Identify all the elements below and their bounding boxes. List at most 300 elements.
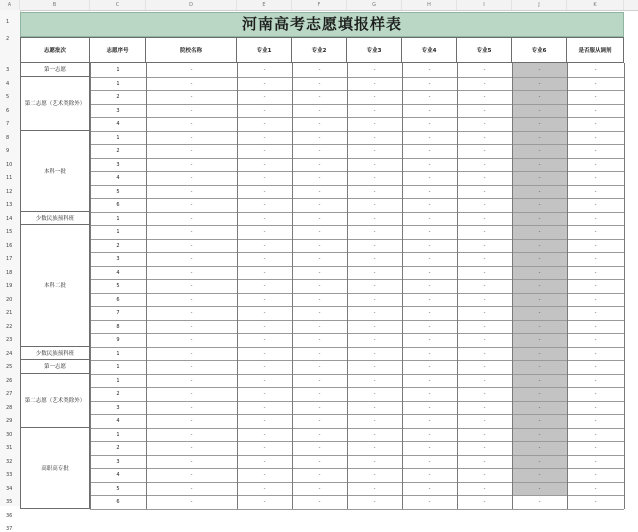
empty-cell[interactable]: - <box>318 107 321 114</box>
empty-cell[interactable]: - <box>263 485 266 492</box>
empty-cell[interactable]: - <box>190 323 193 330</box>
empty-cell[interactable]: - <box>428 323 431 330</box>
row-number[interactable]: 30 <box>6 431 13 438</box>
empty-cell[interactable]: - <box>483 202 486 208</box>
row-number[interactable]: 27 <box>6 391 13 397</box>
empty-cell[interactable]: - <box>538 134 541 141</box>
empty-cell[interactable]: - <box>190 121 193 127</box>
empty-cell[interactable]: - <box>373 472 376 478</box>
empty-cell[interactable]: - <box>263 418 266 424</box>
empty-cell[interactable]: - <box>428 350 431 357</box>
row-number[interactable]: 11 <box>6 175 13 181</box>
sequence-cell[interactable]: 2 <box>116 391 120 397</box>
empty-cell[interactable]: - <box>373 445 376 451</box>
empty-cell[interactable]: - <box>483 377 486 384</box>
row-number[interactable]: 3 <box>6 67 10 73</box>
header-cell[interactable]: 专业2 <box>292 37 347 63</box>
empty-cell[interactable]: - <box>190 67 193 73</box>
sequence-cell[interactable]: 5 <box>116 485 120 492</box>
empty-cell[interactable]: - <box>190 445 193 451</box>
empty-cell[interactable]: - <box>263 283 266 289</box>
empty-cell[interactable]: - <box>190 202 193 208</box>
empty-cell[interactable]: - <box>428 296 431 303</box>
empty-cell[interactable]: - <box>483 431 486 438</box>
empty-cell[interactable]: - <box>538 377 541 384</box>
empty-cell[interactable]: - <box>263 310 266 316</box>
row-number[interactable]: 18 <box>6 269 13 276</box>
row-number[interactable]: 31 <box>6 445 13 451</box>
empty-cell[interactable]: - <box>373 364 376 370</box>
empty-cell[interactable]: - <box>594 215 597 222</box>
sequence-cell[interactable]: 9 <box>116 337 120 343</box>
empty-cell[interactable]: - <box>483 269 486 276</box>
empty-cell[interactable]: - <box>483 310 486 316</box>
empty-cell[interactable]: - <box>318 364 321 370</box>
header-cell[interactable]: 院校名称 <box>146 37 237 63</box>
empty-cell[interactable]: - <box>263 175 266 181</box>
empty-cell[interactable]: - <box>594 431 597 438</box>
empty-cell[interactable]: - <box>594 418 597 424</box>
empty-cell[interactable]: - <box>190 391 193 397</box>
empty-cell[interactable]: - <box>594 121 597 127</box>
empty-cell[interactable]: - <box>263 472 266 478</box>
row-number[interactable]: 9 <box>6 148 10 154</box>
header-cell[interactable]: 专业5 <box>457 37 512 63</box>
empty-cell[interactable]: - <box>594 148 597 154</box>
empty-cell[interactable]: - <box>263 94 266 100</box>
empty-cell[interactable]: - <box>428 121 431 127</box>
row-number[interactable]: 14 <box>6 215 13 222</box>
column-letter[interactable]: H <box>402 0 457 10</box>
empty-cell[interactable]: - <box>318 472 321 478</box>
empty-cell[interactable]: - <box>538 458 541 465</box>
empty-cell[interactable]: - <box>483 323 486 330</box>
row-number[interactable]: 37 <box>6 526 13 532</box>
empty-cell[interactable]: - <box>483 445 486 451</box>
sequence-cell[interactable]: 3 <box>116 256 120 262</box>
empty-cell[interactable]: - <box>318 134 321 141</box>
batch-cell[interactable]: 第一志愿 <box>20 360 90 374</box>
sequence-cell[interactable]: 5 <box>116 283 120 289</box>
empty-cell[interactable]: - <box>318 215 321 222</box>
empty-cell[interactable]: - <box>373 391 376 397</box>
sequence-cell[interactable]: 1 <box>116 364 120 370</box>
row-number[interactable]: 35 <box>6 499 13 505</box>
header-cell[interactable]: 专业6 <box>512 37 567 63</box>
row-number[interactable]: 28 <box>6 404 13 411</box>
empty-cell[interactable]: - <box>428 148 431 154</box>
header-cell[interactable]: 志愿批次 <box>20 37 90 63</box>
empty-cell[interactable]: - <box>594 404 597 411</box>
empty-cell[interactable]: - <box>483 337 486 343</box>
empty-cell[interactable]: - <box>538 472 541 478</box>
empty-cell[interactable]: - <box>318 269 321 276</box>
empty-cell[interactable]: - <box>483 242 486 249</box>
header-cell[interactable]: 是否服从调剂 <box>567 37 624 63</box>
sequence-cell[interactable]: 4 <box>116 418 120 424</box>
empty-cell[interactable]: - <box>538 364 541 370</box>
empty-cell[interactable]: - <box>318 458 321 465</box>
empty-cell[interactable]: - <box>263 215 266 222</box>
empty-cell[interactable]: - <box>263 229 266 235</box>
empty-cell[interactable]: - <box>318 445 321 451</box>
empty-cell[interactable]: - <box>190 94 193 100</box>
empty-cell[interactable]: - <box>263 202 266 208</box>
empty-cell[interactable]: - <box>428 80 431 87</box>
column-letter[interactable]: B <box>20 0 90 10</box>
empty-cell[interactable]: - <box>428 431 431 438</box>
empty-cell[interactable]: - <box>190 431 193 438</box>
sequence-cell[interactable]: 2 <box>116 148 120 154</box>
empty-cell[interactable]: - <box>373 431 376 438</box>
empty-cell[interactable]: - <box>190 350 193 357</box>
sequence-cell[interactable]: 3 <box>116 458 120 465</box>
sequence-cell[interactable]: 1 <box>116 350 120 357</box>
empty-cell[interactable]: - <box>373 94 376 100</box>
empty-cell[interactable]: - <box>263 242 266 249</box>
empty-cell[interactable]: - <box>428 391 431 397</box>
column-letter[interactable]: D <box>146 0 237 10</box>
empty-cell[interactable]: - <box>190 107 193 114</box>
empty-cell[interactable]: - <box>594 67 597 73</box>
empty-cell[interactable]: - <box>483 67 486 73</box>
column-letter[interactable]: E <box>237 0 292 10</box>
empty-cell[interactable]: - <box>263 67 266 73</box>
empty-cell[interactable]: - <box>538 188 541 195</box>
empty-cell[interactable]: - <box>483 94 486 100</box>
empty-cell[interactable]: - <box>190 472 193 478</box>
empty-cell[interactable]: - <box>538 310 541 316</box>
sequence-cell[interactable]: 4 <box>116 269 120 276</box>
empty-cell[interactable]: - <box>594 107 597 114</box>
empty-cell[interactable]: - <box>190 377 193 384</box>
empty-cell[interactable]: - <box>538 269 541 276</box>
sequence-cell[interactable]: 1 <box>116 377 120 384</box>
empty-cell[interactable]: - <box>483 107 486 114</box>
empty-cell[interactable]: - <box>538 391 541 397</box>
empty-cell[interactable]: - <box>538 431 541 438</box>
empty-cell[interactable]: - <box>373 499 376 505</box>
sequence-cell[interactable]: 1 <box>116 134 120 141</box>
empty-cell[interactable]: - <box>483 188 486 195</box>
empty-cell[interactable]: - <box>428 242 431 249</box>
empty-cell[interactable]: - <box>263 391 266 397</box>
empty-cell[interactable]: - <box>263 323 266 330</box>
empty-cell[interactable]: - <box>428 337 431 343</box>
empty-cell[interactable]: - <box>373 121 376 127</box>
column-letter[interactable]: C <box>90 0 146 10</box>
row-number[interactable]: 2 <box>6 36 10 42</box>
empty-cell[interactable]: - <box>263 445 266 451</box>
empty-cell[interactable]: - <box>263 431 266 438</box>
batch-cell[interactable]: 少数民族预科班 <box>20 347 90 361</box>
empty-cell[interactable]: - <box>190 80 193 87</box>
empty-cell[interactable]: - <box>373 404 376 411</box>
empty-cell[interactable]: - <box>538 67 541 73</box>
empty-cell[interactable]: - <box>373 296 376 303</box>
empty-cell[interactable]: - <box>373 377 376 384</box>
empty-cell[interactable]: - <box>483 485 486 492</box>
empty-cell[interactable]: - <box>318 485 321 492</box>
sheet-title[interactable]: 河南高考志愿填报样表 <box>20 12 624 37</box>
empty-cell[interactable]: - <box>318 67 321 73</box>
empty-cell[interactable]: - <box>318 94 321 100</box>
empty-cell[interactable]: - <box>190 175 193 181</box>
empty-cell[interactable]: - <box>483 80 486 87</box>
row-number[interactable]: 24 <box>6 350 13 357</box>
empty-cell[interactable]: - <box>594 310 597 316</box>
row-number[interactable]: 34 <box>6 485 13 492</box>
empty-cell[interactable]: - <box>483 499 486 505</box>
empty-cell[interactable]: - <box>483 256 486 262</box>
empty-cell[interactable]: - <box>538 242 541 249</box>
row-number[interactable]: 8 <box>6 134 10 141</box>
sequence-cell[interactable]: 4 <box>116 121 120 127</box>
empty-cell[interactable]: - <box>538 148 541 154</box>
sequence-cell[interactable]: 3 <box>116 161 120 168</box>
empty-cell[interactable]: - <box>538 499 541 505</box>
empty-cell[interactable]: - <box>263 269 266 276</box>
empty-cell[interactable]: - <box>373 323 376 330</box>
sequence-cell[interactable]: 6 <box>116 202 120 208</box>
empty-cell[interactable]: - <box>263 148 266 154</box>
empty-cell[interactable]: - <box>373 175 376 181</box>
empty-cell[interactable]: - <box>538 175 541 181</box>
row-number[interactable]: 7 <box>6 121 10 127</box>
empty-cell[interactable]: - <box>594 256 597 262</box>
empty-cell[interactable]: - <box>373 283 376 289</box>
empty-cell[interactable]: - <box>594 499 597 505</box>
empty-cell[interactable]: - <box>483 283 486 289</box>
empty-cell[interactable]: - <box>373 418 376 424</box>
empty-cell[interactable]: - <box>594 485 597 492</box>
empty-cell[interactable]: - <box>318 323 321 330</box>
header-cell[interactable]: 专业3 <box>347 37 402 63</box>
empty-cell[interactable]: - <box>190 256 193 262</box>
row-number[interactable]: 12 <box>6 188 13 195</box>
empty-cell[interactable]: - <box>594 350 597 357</box>
empty-cell[interactable]: - <box>318 256 321 262</box>
sequence-cell[interactable]: 4 <box>116 472 120 478</box>
row-number[interactable]: 19 <box>6 283 13 289</box>
empty-cell[interactable]: - <box>190 242 193 249</box>
empty-cell[interactable]: - <box>428 215 431 222</box>
batch-cell[interactable]: 第二志愿（艺术类除外） <box>20 77 90 131</box>
empty-cell[interactable]: - <box>373 269 376 276</box>
empty-cell[interactable]: - <box>538 121 541 127</box>
empty-cell[interactable]: - <box>483 404 486 411</box>
header-cell[interactable]: 专业1 <box>237 37 292 63</box>
empty-cell[interactable]: - <box>373 215 376 222</box>
empty-cell[interactable]: - <box>594 445 597 451</box>
empty-cell[interactable]: - <box>483 229 486 235</box>
column-letter[interactable]: I <box>457 0 512 10</box>
empty-cell[interactable]: - <box>594 377 597 384</box>
empty-cell[interactable]: - <box>373 202 376 208</box>
empty-cell[interactable]: - <box>190 364 193 370</box>
row-number[interactable]: 10 <box>6 161 13 168</box>
empty-cell[interactable]: - <box>594 296 597 303</box>
empty-cell[interactable]: - <box>318 229 321 235</box>
empty-cell[interactable]: - <box>428 134 431 141</box>
empty-cell[interactable]: - <box>318 202 321 208</box>
row-number[interactable]: 32 <box>6 458 13 465</box>
sequence-cell[interactable]: 4 <box>116 175 120 181</box>
empty-cell[interactable]: - <box>373 256 376 262</box>
empty-cell[interactable]: - <box>538 161 541 168</box>
empty-cell[interactable]: - <box>594 337 597 343</box>
empty-cell[interactable]: - <box>594 364 597 370</box>
empty-cell[interactable]: - <box>594 94 597 100</box>
empty-cell[interactable]: - <box>373 337 376 343</box>
empty-cell[interactable]: - <box>373 350 376 357</box>
empty-cell[interactable]: - <box>318 337 321 343</box>
empty-cell[interactable]: - <box>483 121 486 127</box>
row-number[interactable]: 15 <box>6 229 13 235</box>
row-number[interactable]: 23 <box>6 337 13 343</box>
row-number[interactable]: 36 <box>6 512 13 519</box>
row-number[interactable]: 4 <box>6 80 10 87</box>
empty-cell[interactable]: - <box>373 188 376 195</box>
sequence-cell[interactable]: 1 <box>116 80 120 87</box>
empty-cell[interactable]: - <box>594 391 597 397</box>
empty-cell[interactable]: - <box>318 188 321 195</box>
empty-cell[interactable]: - <box>428 283 431 289</box>
empty-cell[interactable]: - <box>428 107 431 114</box>
empty-cell[interactable]: - <box>428 94 431 100</box>
empty-cell[interactable]: - <box>263 121 266 127</box>
header-cell[interactable]: 志愿序号 <box>90 37 146 63</box>
empty-cell[interactable]: - <box>428 472 431 478</box>
empty-cell[interactable]: - <box>483 175 486 181</box>
sequence-cell[interactable]: 1 <box>116 215 120 222</box>
empty-cell[interactable]: - <box>538 350 541 357</box>
empty-cell[interactable]: - <box>428 175 431 181</box>
sequence-cell[interactable]: 5 <box>116 188 120 195</box>
sequence-cell[interactable]: 2 <box>116 445 120 451</box>
empty-cell[interactable]: - <box>263 161 266 168</box>
empty-cell[interactable]: - <box>538 94 541 100</box>
empty-cell[interactable]: - <box>538 337 541 343</box>
empty-cell[interactable]: - <box>263 134 266 141</box>
empty-cell[interactable]: - <box>263 188 266 195</box>
sequence-cell[interactable]: 7 <box>116 310 120 316</box>
empty-cell[interactable]: - <box>190 310 193 316</box>
empty-cell[interactable]: - <box>190 229 193 235</box>
empty-cell[interactable]: - <box>594 323 597 330</box>
row-number[interactable]: 1 <box>6 19 10 25</box>
empty-cell[interactable]: - <box>318 283 321 289</box>
empty-cell[interactable]: - <box>190 499 193 505</box>
empty-cell[interactable]: - <box>263 80 266 87</box>
empty-cell[interactable]: - <box>538 323 541 330</box>
empty-cell[interactable]: - <box>318 148 321 154</box>
sequence-cell[interactable]: 1 <box>116 431 120 438</box>
empty-cell[interactable]: - <box>190 283 193 289</box>
empty-cell[interactable]: - <box>373 161 376 168</box>
empty-cell[interactable]: - <box>594 283 597 289</box>
empty-cell[interactable]: - <box>373 148 376 154</box>
empty-cell[interactable]: - <box>594 202 597 208</box>
empty-cell[interactable]: - <box>263 350 266 357</box>
column-letter[interactable]: A <box>0 0 20 10</box>
empty-cell[interactable]: - <box>373 80 376 87</box>
empty-cell[interactable]: - <box>318 499 321 505</box>
empty-cell[interactable]: - <box>190 188 193 195</box>
empty-cell[interactable]: - <box>318 404 321 411</box>
empty-cell[interactable]: - <box>428 445 431 451</box>
empty-cell[interactable]: - <box>263 364 266 370</box>
empty-cell[interactable]: - <box>594 134 597 141</box>
empty-cell[interactable]: - <box>263 256 266 262</box>
empty-cell[interactable]: - <box>428 202 431 208</box>
empty-cell[interactable]: - <box>263 107 266 114</box>
sequence-cell[interactable]: 6 <box>116 296 120 303</box>
empty-cell[interactable]: - <box>263 499 266 505</box>
empty-cell[interactable]: - <box>263 404 266 411</box>
empty-cell[interactable]: - <box>190 296 193 303</box>
empty-cell[interactable]: - <box>483 350 486 357</box>
empty-cell[interactable]: - <box>538 283 541 289</box>
batch-cell[interactable]: 高职高专批 <box>20 428 90 509</box>
empty-cell[interactable]: - <box>428 229 431 235</box>
empty-cell[interactable]: - <box>373 107 376 114</box>
batch-cell[interactable]: 本科一批 <box>20 131 90 212</box>
sequence-cell[interactable]: 1 <box>116 229 120 235</box>
empty-cell[interactable]: - <box>538 404 541 411</box>
batch-cell[interactable]: 本科二批 <box>20 225 90 347</box>
empty-cell[interactable]: - <box>538 418 541 424</box>
row-number[interactable]: 22 <box>6 323 13 330</box>
empty-cell[interactable]: - <box>538 107 541 114</box>
row-number[interactable]: 17 <box>6 256 13 262</box>
empty-cell[interactable]: - <box>190 148 193 154</box>
empty-cell[interactable]: - <box>190 161 193 168</box>
sequence-cell[interactable]: 1 <box>116 67 120 73</box>
column-letter[interactable]: G <box>347 0 402 10</box>
empty-cell[interactable]: - <box>428 418 431 424</box>
empty-cell[interactable]: - <box>318 161 321 168</box>
empty-cell[interactable]: - <box>428 364 431 370</box>
sequence-cell[interactable]: 2 <box>116 94 120 100</box>
empty-cell[interactable]: - <box>428 67 431 73</box>
empty-cell[interactable]: - <box>318 242 321 249</box>
column-letter[interactable]: F <box>292 0 347 10</box>
batch-cell[interactable]: 第一志愿 <box>20 63 90 77</box>
row-number[interactable]: 21 <box>6 310 13 316</box>
empty-cell[interactable]: - <box>190 418 193 424</box>
empty-cell[interactable]: - <box>190 458 193 465</box>
empty-cell[interactable]: - <box>373 134 376 141</box>
empty-cell[interactable]: - <box>373 485 376 492</box>
sequence-cell[interactable]: 2 <box>116 242 120 249</box>
column-letter[interactable]: K <box>567 0 624 10</box>
empty-cell[interactable]: - <box>318 80 321 87</box>
empty-cell[interactable]: - <box>594 161 597 168</box>
empty-cell[interactable]: - <box>594 269 597 276</box>
header-cell[interactable]: 专业4 <box>402 37 457 63</box>
empty-cell[interactable]: - <box>190 269 193 276</box>
empty-cell[interactable]: - <box>594 472 597 478</box>
empty-cell[interactable]: - <box>318 418 321 424</box>
empty-cell[interactable]: - <box>594 458 597 465</box>
empty-cell[interactable]: - <box>318 310 321 316</box>
empty-cell[interactable]: - <box>594 175 597 181</box>
empty-cell[interactable]: - <box>428 188 431 195</box>
empty-cell[interactable]: - <box>428 269 431 276</box>
row-number[interactable]: 6 <box>6 107 10 114</box>
empty-cell[interactable]: - <box>483 472 486 478</box>
